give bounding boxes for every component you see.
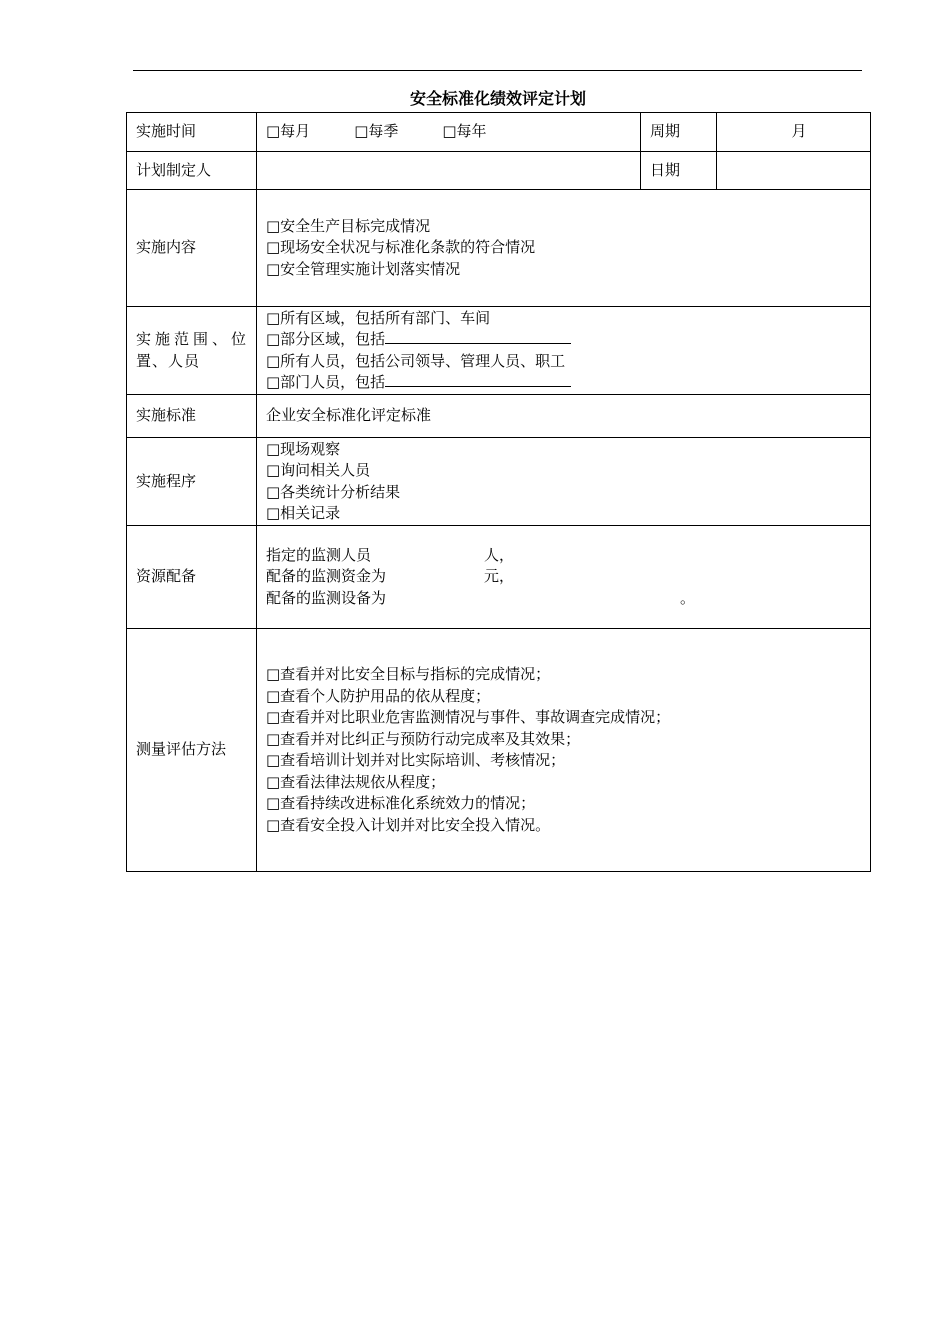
planner-field[interactable] — [257, 152, 641, 190]
resource-personnel — [266, 545, 861, 567]
evaluation-option-checkbox[interactable]: □查看安全投入计划并对比安全投入情况。 — [266, 815, 551, 834]
scope-option-checkbox[interactable]: □所有人员，包括公司领导、管理人员、职工 — [266, 351, 566, 370]
procedure-option-checkbox[interactable]: □各类统计分析结果 — [266, 482, 401, 501]
evaluation-option-checkbox[interactable]: □查看法律法规依从程度； — [266, 772, 446, 791]
date-field[interactable] — [717, 152, 871, 190]
header-rule — [133, 70, 862, 71]
standard-value: 企业安全标准化评定标准 — [257, 395, 871, 438]
label-implementation-time: 实施时间 — [127, 113, 257, 152]
procedure-option-checkbox[interactable]: □询问相关人员 — [266, 461, 371, 479]
row-implementation-time — [127, 113, 871, 152]
document-title: 安全标准化绩效评定计划 — [409, 89, 586, 108]
evaluation-option-checkbox[interactable]: □查看持续改进标准化系统效力的情况； — [266, 794, 536, 812]
frequency-options — [257, 113, 641, 152]
scope-option-department-staff — [266, 372, 861, 394]
scope-option-checkbox[interactable]: □部门人员，包括 — [266, 373, 386, 391]
period-value-field[interactable]: 月 — [717, 113, 871, 152]
content-option-checkbox[interactable]: □安全管理实施计划落实情况 — [266, 259, 461, 278]
row-resources — [127, 526, 871, 629]
label-scope: 实施范围、位置、人员 — [127, 307, 257, 395]
resource-funds — [266, 566, 861, 588]
row-planner — [127, 152, 871, 190]
row-scope — [127, 307, 871, 395]
evaluation-option-checkbox[interactable]: □查看个人防护用品的依从程度； — [266, 686, 491, 705]
label-period: 周期 — [641, 113, 717, 152]
option-quarterly-checkbox[interactable]: □每季 — [354, 122, 399, 141]
resource-equipment — [266, 588, 861, 610]
label-date: 日期 — [641, 152, 717, 190]
department-staff-blank[interactable] — [385, 372, 571, 387]
partial-area-blank[interactable] — [385, 329, 571, 344]
procedure-option-checkbox[interactable]: □相关记录 — [266, 504, 341, 522]
label-standard: 实施标准 — [127, 395, 257, 438]
row-procedure — [127, 438, 871, 526]
procedure-options — [257, 438, 871, 526]
funds-label: 配备的监测资金为 — [266, 567, 387, 586]
label-planner: 计划制定人 — [127, 152, 257, 190]
content-option-checkbox[interactable]: □安全生产目标完成情况 — [266, 216, 431, 235]
option-monthly-checkbox[interactable]: □每月 — [266, 122, 311, 141]
evaluation-option-checkbox[interactable]: □查看并对比职业危害监测情况与事件、事故调查完成情况； — [266, 708, 671, 726]
label-procedure: 实施程序 — [127, 438, 257, 526]
personnel-unit: 人， — [484, 545, 515, 564]
evaluation-option-checkbox[interactable]: □查看培训计划并对比实际培训、考核情况； — [266, 751, 566, 769]
plan-table — [126, 112, 871, 872]
row-evaluation — [127, 629, 871, 872]
funds-unit: 元， — [484, 567, 515, 586]
evaluation-option-checkbox[interactable]: □查看并对比安全目标与指标的完成情况； — [266, 665, 551, 683]
evaluation-option-checkbox[interactable]: □查看并对比纠正与预防行动完成率及其效果； — [266, 729, 581, 748]
resources-details — [257, 526, 871, 629]
scope-option-checkbox[interactable]: □所有区域，包括所有部门、车间 — [266, 308, 491, 327]
label-evaluation: 测量评估方法 — [127, 629, 257, 872]
row-content — [127, 190, 871, 307]
scope-options — [257, 307, 871, 395]
equipment-end: 。 — [680, 588, 696, 607]
option-yearly-checkbox[interactable]: □每年 — [442, 122, 487, 141]
label-content: 实施内容 — [127, 190, 257, 307]
evaluation-options — [257, 629, 871, 872]
content-options — [257, 190, 871, 307]
procedure-option-checkbox[interactable]: □现场观察 — [266, 439, 341, 458]
scope-option-partial-area — [266, 329, 861, 351]
content-option-checkbox[interactable]: □现场安全状况与标准化条款的符合情况 — [266, 238, 536, 257]
personnel-label: 指定的监测人员 — [266, 545, 372, 564]
row-standard — [127, 395, 871, 438]
scope-option-checkbox[interactable]: □部分区域，包括 — [266, 330, 386, 348]
equipment-label: 配备的监测设备为 — [266, 588, 387, 607]
label-resources: 资源配备 — [127, 526, 257, 629]
